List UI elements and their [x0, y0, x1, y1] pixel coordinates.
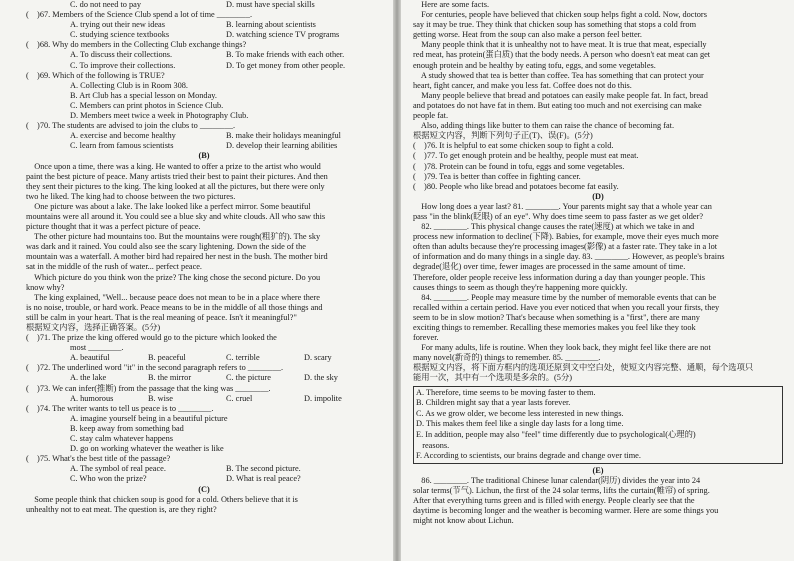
option-row	[26, 353, 382, 363]
left-column	[26, 0, 382, 515]
box-option: A. Therefore, time seems to be moving faster to them.	[416, 387, 596, 397]
option: B. learning about scientists	[226, 20, 316, 30]
passage-line: seem to be in slow motion? That's because when something is a "first", there are many	[413, 312, 700, 322]
passage-line: mountain was a waterfall. A mother bird had repaired her nest in the bush. The mother bird	[26, 252, 328, 262]
option-row	[26, 474, 382, 484]
option-row	[26, 141, 382, 151]
passage-line: two he liked. The king had to choose between the two pictures.	[26, 191, 236, 201]
passage-line: 能用一次，其中有一个选项是多余的。(5分)	[413, 373, 573, 383]
box-option: reasons.	[416, 440, 450, 450]
question-line: ( )67. Members of the Science Club spend a lot of time ________.	[26, 10, 253, 20]
option: A. beautiful	[70, 353, 110, 363]
passage-line: red meat, has protein(蛋白质) that the body needs. A person who doesn't eat meat can get	[413, 50, 711, 60]
option: B. To make friends with each other.	[226, 50, 345, 60]
passage-line: The king explained, "Well... because peace does not mean to be in a place where there	[26, 292, 320, 302]
question-line: ( )77. To get enough protein and be healthy, people must eat meat.	[413, 151, 639, 161]
passage-line: recalled within a certain period. Have you ever noticed that when you recall your firsts, they	[413, 302, 720, 312]
passage-line: heart, fight cancer, and make you less fat. Coffee does not do this.	[413, 80, 632, 90]
passage-line: For centuries, people have believed that chicken soup helps fight a cold. Now, doctors	[413, 10, 707, 20]
question-line: ( )76. It is helpful to eat some chicken soup to fight a cold.	[413, 141, 614, 151]
passage-line: and potatoes do not have fat in them. But eating too much and not exercising can make	[413, 100, 702, 110]
section-heading: (C)	[198, 484, 210, 494]
passage-line: pass "in the blink(眨眼) of an eye". Why does time seem to pass faster as we get older?	[413, 211, 704, 221]
question-line: ( )69. Which of the following is TRUE?	[26, 70, 165, 80]
option-row	[26, 394, 382, 404]
option-line: A. imagine yourself being in a beautiful picture	[70, 413, 228, 423]
right-page	[401, 0, 794, 561]
page-gutter	[393, 0, 401, 561]
passage-line: A study showed that tea is better than coffee. Tea has something that can protect your	[413, 70, 704, 80]
passage-line: know why?	[26, 282, 65, 292]
right-column	[413, 0, 783, 526]
option: A. the lake	[70, 373, 107, 383]
option: A. The symbol of real peace.	[70, 464, 166, 474]
passage-line: daytime is becoming longer and the weather is becoming warmer. Here are some things you	[413, 506, 719, 516]
option: C. Who won the prize?	[70, 474, 147, 484]
passage-line: sat in the middle of the rush of water... perfect peace.	[26, 262, 203, 272]
option-row	[26, 373, 382, 383]
box-option: C. As we grow older, we become less interested in new things.	[416, 408, 624, 418]
section-heading: (B)	[198, 151, 210, 161]
option: B. the mirror	[148, 373, 192, 383]
option-line: A. Collecting Club is in Room 308.	[70, 80, 189, 90]
option: B. The second picture.	[226, 464, 301, 474]
option-line: B. keep away from something bad	[70, 423, 184, 433]
passage-line: 根据短文内容，判断下列句子正(T)、误(F)。(5分)	[413, 131, 593, 141]
option-line: most ________.	[70, 343, 124, 353]
passage-line: Which picture do you think won the prize? The king chose the second picture. Do you	[26, 272, 321, 282]
box-option: D. This makes them feel like a single day lasts for a long time.	[416, 419, 624, 429]
option-line: C. stay calm whatever happens	[70, 434, 173, 444]
section-heading: (E)	[592, 465, 604, 475]
passage-line: solar terms(节气). Lichun, the first of the 24 solar terms, lifts the curtain(帷帘) of spring.	[413, 485, 710, 495]
option-row	[26, 0, 382, 10]
passage-line: process new information to decline(下降). Babies, for example, move their eyes much more	[413, 232, 719, 242]
question-line: ( )75. What's the best title of the passage?	[26, 454, 171, 464]
option-row	[26, 20, 382, 30]
question-line: ( )72. The underlined word "it" in the second paragraph refers to ________.	[26, 363, 284, 373]
passage-line: mountains were all around it. You could see a blue sky and white clouds. All who saw this	[26, 211, 326, 221]
passage-line: Once upon a time, there was a king. He wanted to offer a prize to the artist who would	[26, 161, 321, 171]
option: A. trying out their new ideas	[70, 20, 165, 30]
option: C. studying science textbooks	[70, 30, 170, 40]
option: C. cruel	[226, 393, 253, 403]
passage-line: enough protein and be healthy by eating tofu, eggs, and some vegetables.	[413, 60, 656, 70]
passage-line: 82. ________. This physical change causes the rate(速度) at which we take in and	[413, 222, 695, 232]
passage-line: exciting things to remember. Recalling these memories makes you feel like they took	[413, 323, 696, 332]
option-row	[26, 50, 382, 60]
passage-line: often than adults because they're processing images(影像) at a faster rate. They take in a lot	[413, 242, 718, 252]
passage-line: getting worse. Heat from the soup can also make a person feel better.	[413, 30, 643, 40]
question-line: ( )73. We can infer(推断) from the passage that the king was ________.	[26, 383, 271, 393]
passage-line: 根据短文内容，将下面方框内的选项还原到文中空白处，使短文内容完整、通顺，每个选项只	[413, 363, 754, 373]
option: D. develop their learning abilities	[226, 141, 338, 151]
option: D. To get money from other people.	[226, 60, 346, 70]
option: D. watching science TV programs	[226, 30, 340, 40]
option: A. To discuss their collections.	[70, 50, 173, 60]
passage-line: After that everything turns green and is filled with energy. People clearly see that the	[413, 496, 695, 505]
passage-line: unhealthy not to eat meat. The question is, are they right?	[26, 504, 217, 514]
passage-line: of information and do many things in a single day. 83. ________. However, as people's brains	[413, 252, 725, 262]
option: C. To improve their collections.	[70, 60, 176, 70]
option: D. the sky	[304, 373, 338, 383]
passage-line: 根据短文内容，选择正确答案。(5分)	[26, 323, 161, 332]
option-row	[26, 464, 382, 474]
option: A. humorous	[70, 393, 114, 403]
passage-line: Many people believe that bread and potatoes can easily make people fat. In fact, bread	[413, 90, 708, 100]
question-line: ( )80. People who like bread and potatoes become fat easily.	[413, 181, 619, 191]
passage-line: Also, adding things like butter to them can raise the chance of becoming fat.	[413, 121, 675, 131]
option-line: D. Members meet twice a week in Photography Club.	[70, 111, 249, 121]
option: C. do not need to pay	[70, 0, 141, 9]
passage-line: The other picture had mountains too. But the mountains were rough(粗犷的). The sky	[26, 232, 321, 242]
option: C. learn from famous scientists	[70, 141, 174, 151]
option-line: B. Art Club has a special lesson on Monday.	[70, 90, 217, 100]
option-row	[26, 30, 382, 40]
option: C. terrible	[226, 353, 260, 363]
passage-line: was dark and it rained. You could also see the scary lightening. Down the side of the	[26, 242, 306, 252]
passage-line: degrade(退化) over time, fewer images are processed in the same amount of time.	[413, 262, 686, 272]
question-line: ( )71. The prize the king offered would go to the picture which looked the	[26, 333, 277, 343]
passage-line: Here are some facts.	[413, 0, 490, 9]
passage-line: paint the best picture of peace. Many artists tried their best to paint their pictures. And then	[26, 171, 328, 181]
option: D. What is real peace?	[226, 474, 301, 484]
passage-line: 86. ________. The traditional Chinese lunar calendar(阴历) divides the year into 24	[413, 475, 701, 485]
option-line: C. Members can print photos in Science Club.	[70, 100, 224, 110]
option-row	[26, 61, 382, 71]
passage-line: Some people think that chicken soup is good for a cold. Others believe that it is	[26, 494, 298, 504]
options-box	[413, 386, 783, 464]
passage-line: they sent their pictures to the king. The king looked at all the pictures, but there were only	[26, 181, 325, 191]
option: D. must have special skills	[226, 0, 315, 9]
passage-line: say it may be true. They think that chicken soup has something that stops a cold from	[413, 20, 697, 30]
option: B. wise	[148, 393, 173, 403]
option: D. impolite	[304, 393, 342, 403]
passage-line: Many people think that it is unhealthy not to have meat. It is true that meat, especially	[413, 40, 707, 50]
option: A. exercise and become healthy	[70, 131, 176, 141]
passage-line: forever.	[413, 333, 439, 343]
passage-line: For many adults, life is routine. When they look back, they might feel like there are not	[413, 343, 711, 353]
passage-line: Therefore, older people receive less information during a day than younger people. This	[413, 272, 705, 282]
left-page	[0, 0, 393, 561]
option-line: D. go on working whatever the weather is like	[70, 444, 224, 454]
passage-line: still be calm in your heart. That is the real meaning of peace. Isn't it meaningful?"	[26, 312, 297, 322]
option: D. scary	[304, 353, 332, 363]
passage-line: is no noise, trouble, or hard work. Peace means to be in the middle of all those things and	[26, 302, 323, 312]
passage-line: people fat.	[413, 111, 449, 121]
question-line: ( )74. The writer wants to tell us peace is to ________.	[26, 403, 214, 413]
passage-line: might not know about Lichun.	[413, 516, 514, 526]
section-heading: (D)	[592, 191, 604, 201]
passage-line: many novel(新奇的) things to remember. 85. ________.	[413, 353, 601, 363]
option: C. the picture	[226, 373, 271, 383]
option: B. peaceful	[148, 353, 186, 363]
passage-line: causes things to seem as though they're happening more quickly.	[413, 282, 628, 292]
question-line: ( )78. Protein can be found in tofu, eggs and some vegetables.	[413, 161, 625, 171]
passage-line: How long does a year last? 81. ________. Your parents might say that a whole year can	[413, 201, 712, 211]
box-option: E. In addition, people may also "feel" time differently due to psychological(心理的)	[416, 429, 696, 439]
question-line: ( )68. Why do members in the Collecting Club exchange things?	[26, 40, 247, 50]
question-line: ( )70. The students are advised to join the clubs to ________.	[26, 121, 236, 131]
passage-line: 84. ________. People may measure time by the number of memorable events that can be	[413, 292, 717, 302]
option: B. make their holidays meaningful	[226, 131, 341, 141]
question-line: ( )79. Tea is better than coffee in fighting cancer.	[413, 171, 581, 181]
passage-line: One picture was about a lake. The lake looked like a perfect mirror. Some beautiful	[26, 201, 311, 211]
option-row	[26, 131, 382, 141]
box-option: B. Children might say that a year lasts forever.	[416, 398, 571, 408]
passage-line: picture thought that it was a perfect picture of peace.	[26, 222, 201, 232]
box-option: F. According to scientists, our brains degrade and change over time.	[416, 451, 641, 461]
